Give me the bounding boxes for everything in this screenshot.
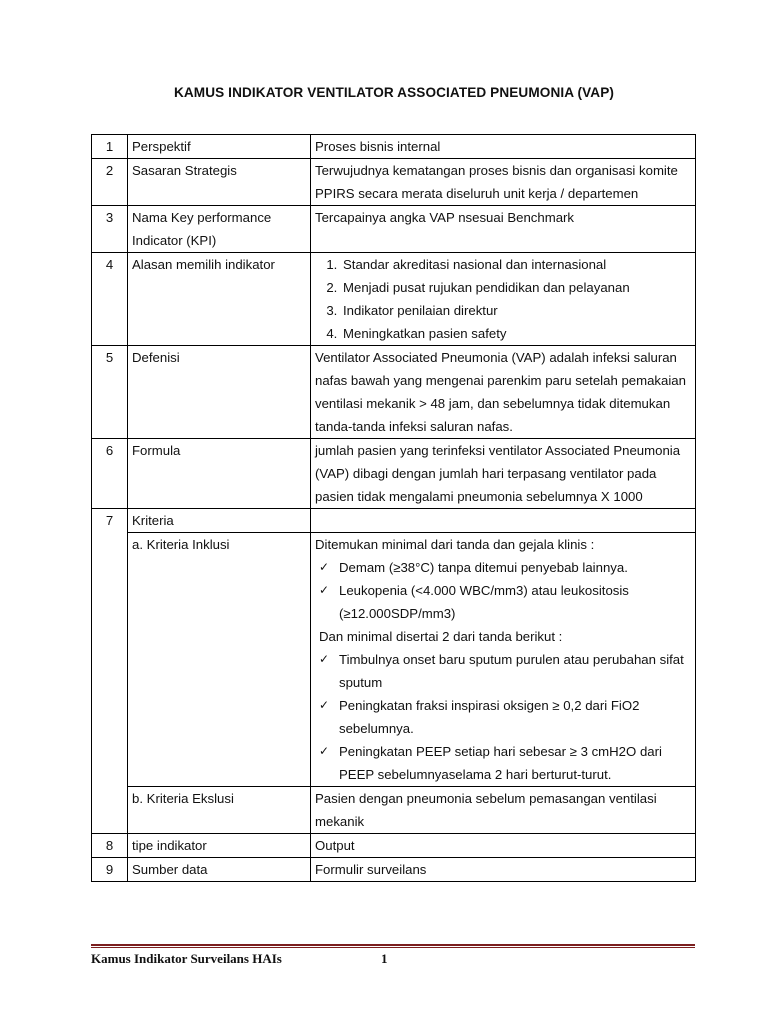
row-value: jumlah pasien yang terinfeksi ventilator Associated Pneumonia (VAP) dibagi dengan jumlah hari terpasang ventilator pada pasien tidak mengalami pneumonia sebelumnya X 1000 [311,439,696,509]
row-label: a. Kriteria Inklusi [128,533,311,787]
row-label: tipe indikator [128,834,311,858]
footer-rule [91,944,695,946]
table-row [92,159,696,206]
row-value: Ventilator Associated Pneumonia (VAP) adalah infeksi saluran nafas bawah yang mengenai parenkim paru setelah pemakaian ventilasi mekanik > 48 jam, dan sebelumnya tidak ditemukan tanda-tanda infeksi saluran nafas. [311,346,696,439]
check-icon: ✓ [319,583,330,597]
row-label: Defenisi [128,346,311,439]
row-label: Alasan memilih indikator [128,253,311,346]
list-item: 2. Menjadi pusat rujukan pendidikan dan pelayanan [341,276,691,299]
row-label: Perspektif [128,135,311,159]
row-number: 2 [92,159,128,206]
row-number: 9 [92,858,128,882]
row-value [311,253,696,346]
kpi-table [91,134,696,882]
table-row [92,787,696,834]
check-icon: ✓ [319,698,330,712]
row-label: Kriteria [128,509,311,533]
inclusion-checklist-2 [315,648,691,786]
row-value: Formulir surveilans [311,858,696,882]
list-item: 1. Standar akreditasi nasional dan internasional [341,253,691,276]
reason-list [315,253,691,345]
row-number: 5 [92,346,128,439]
row-value: Terwujudnya kematangan proses bisnis dan organisasi komite PPIRS secara merata diseluruh unit kerja / departemen [311,159,696,206]
list-item: ✓ Leukopenia (<4.000 WBC/mm3) atau leukositosis (≥12.000SDP/mm3) [319,579,691,625]
row-label: b. Kriteria Ekslusi [128,787,311,834]
row-value: Tercapainya angka VAP nsesuai Benchmark [311,206,696,253]
row-number-empty [92,787,128,834]
table-row [92,135,696,159]
inclusion-intro-2: Dan minimal disertai 2 dari tanda berikut : [319,629,563,644]
footer-title: Kamus Indikator Surveilans HAIs [91,951,282,966]
row-number: 4 [92,253,128,346]
row-number: 7 [92,509,128,533]
check-icon: ✓ [319,652,330,666]
list-item: ✓ Timbulnya onset baru sputum purulen atau perubahan sifat sputum [319,648,691,694]
list-item: ✓ Peningkatan fraksi inspirasi oksigen ≥ 0,2 dari FiO2 sebelumnya. [319,694,691,740]
table-row [92,439,696,509]
row-number: 8 [92,834,128,858]
row-number: 1 [92,135,128,159]
table-row [92,533,696,787]
table-row [92,253,696,346]
row-number: 3 [92,206,128,253]
list-item: ✓ Peningkatan PEEP setiap hari sebesar ≥ 3 cmH2O dari PEEP sebelumnyaselama 2 hari berturut-turut. [319,740,691,786]
row-value: Output [311,834,696,858]
row-value: Proses bisnis internal [311,135,696,159]
list-item: 4. Meningkatkan pasien safety [341,322,691,345]
list-item: ✓ Demam (≥38°C) tanpa ditemui penyebab lainnya. [319,556,691,579]
row-label: Nama Key performance Indicator (KPI) [128,206,311,253]
table-row [92,509,696,533]
table-row [92,346,696,439]
page-number: 1 [381,951,388,966]
row-value [311,533,696,787]
row-number: 6 [92,439,128,509]
inclusion-intro: Ditemukan minimal dari tanda dan gejala klinis : [315,537,595,552]
row-label: Sumber data [128,858,311,882]
row-label: Sasaran Strategis [128,159,311,206]
table-row [92,206,696,253]
table-row [92,858,696,882]
list-item: 3. Indikator penilaian direktur [341,299,691,322]
check-icon: ✓ [319,560,330,574]
inclusion-checklist [315,556,691,625]
row-number-empty [92,533,128,787]
document-title: KAMUS INDIKATOR VENTILATOR ASSOCIATED PNEUMONIA (VAP) [173,85,615,100]
row-value: Pasien dengan pneumonia sebelum pemasangan ventilasi mekanik [311,787,696,834]
table-row [92,834,696,858]
row-value [311,509,696,533]
row-label: Formula [128,439,311,509]
check-icon: ✓ [319,744,330,758]
footer-rule-thin [91,947,695,948]
